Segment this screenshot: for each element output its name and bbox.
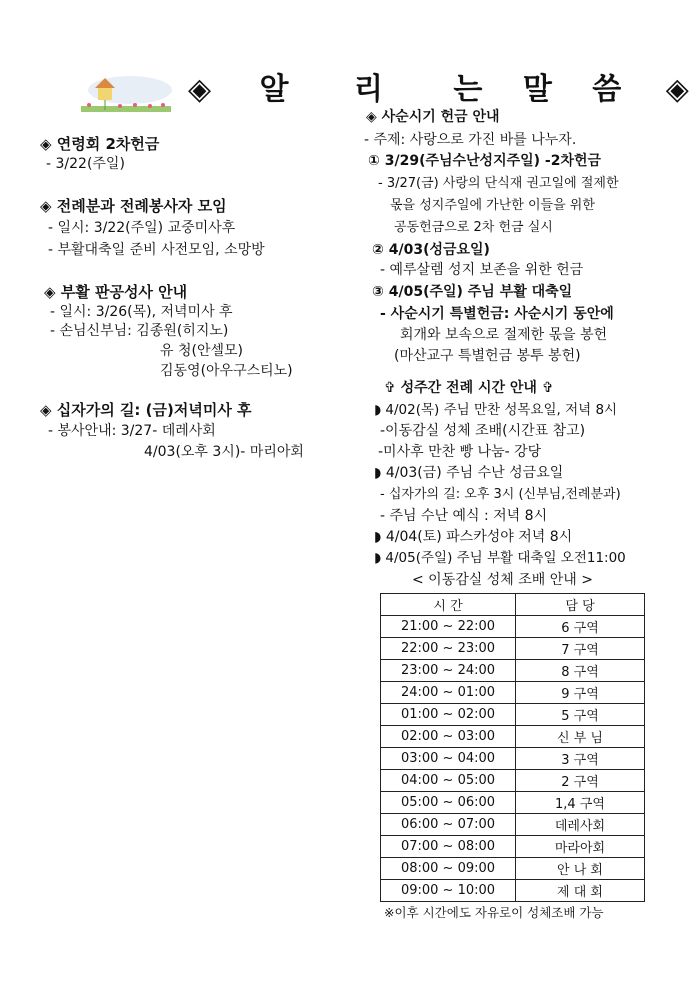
- week-line: ◗ 4/04(토) 파스카성야 저녁 8시: [374, 529, 573, 545]
- assignee-cell: 2 구역: [516, 770, 645, 792]
- time-cell: 01:00 ~ 02:00: [381, 704, 516, 726]
- week-line: - 주님 수난 예식 : 저녁 8시: [380, 508, 548, 524]
- section-line: - 부활대축일 준비 사전모임, 소망방: [48, 242, 265, 258]
- flower-house-illustration: [75, 68, 175, 120]
- table-row: [381, 858, 645, 880]
- table-row: [381, 682, 645, 704]
- title-char: 리: [353, 72, 383, 107]
- offering-line: 몫을 성지주일에 가난한 이들을 위한: [390, 198, 595, 213]
- assignee-cell: 5 구역: [516, 704, 645, 726]
- adoration-schedule-table: [380, 593, 645, 902]
- week-line: -이동감실 성체 조배(시간표 참고): [380, 423, 586, 439]
- table-row: [381, 836, 645, 858]
- section-line: - 일시: 3/22(주일) 교중미사후: [48, 220, 236, 236]
- assignee-cell: 3 구역: [516, 748, 645, 770]
- table-row: [381, 770, 645, 792]
- table-caption: < 이동감실 성체 조배 안내 >: [412, 572, 593, 588]
- table-row: [381, 726, 645, 748]
- assignee-cell: 제 대 회: [516, 880, 645, 902]
- section-line: 김동영(아우구스티노): [160, 363, 293, 379]
- title-char: 알: [259, 72, 289, 107]
- time-cell: 09:00 ~ 10:00: [381, 880, 516, 902]
- diamond-icon: ◈: [665, 72, 689, 107]
- section-line: - 봉사안내: 3/27- 데레사회: [48, 423, 216, 439]
- time-cell: 08:00 ~ 09:00: [381, 858, 516, 880]
- section-line: 유 청(안셀모): [160, 343, 243, 359]
- offering-line: 회개와 보속으로 절제한 몫을 봉헌: [400, 327, 608, 343]
- assignee-cell: 신 부 님: [516, 726, 645, 748]
- table-header-row: [381, 594, 645, 616]
- section-line: - 손님신부님: 김종원(히지노): [50, 323, 229, 339]
- table-row: [381, 792, 645, 814]
- section-heading: ◈ 연령회 2차헌금: [40, 135, 160, 153]
- assignee-cell: 마라아회: [516, 836, 645, 858]
- header-assignee: 담 당: [516, 594, 645, 616]
- diamond-icon: ◈: [188, 72, 212, 107]
- week-heading: ✞ 성주간 전례 시간 안내 ✞: [384, 380, 554, 396]
- offering-line: - 예루살렘 성지 보존을 위한 헌금: [380, 262, 584, 278]
- title-char: 씀: [592, 72, 622, 107]
- week-line: - 십자가의 길: 오후 3시 (신부님,전례분과): [380, 487, 621, 502]
- section-line: - 3/22(주일): [46, 156, 125, 172]
- time-cell: 04:00 ~ 05:00: [381, 770, 516, 792]
- section-heading: ◈ 전례분과 전례봉사자 모임: [40, 197, 227, 215]
- assignee-cell: 6 구역: [516, 616, 645, 638]
- table-row: [381, 638, 645, 660]
- table-row: [381, 704, 645, 726]
- section-heading: ◈ 부활 판공성사 안내: [44, 283, 188, 301]
- week-line: ◗ 4/05(주일) 주님 부활 대축일 오전11:00: [374, 550, 626, 566]
- time-cell: 05:00 ~ 06:00: [381, 792, 516, 814]
- table-row: [381, 748, 645, 770]
- time-cell: 21:00 ~ 22:00: [381, 616, 516, 638]
- offering-line: - 주제: 사랑으로 가진 바를 나누자.: [364, 132, 577, 148]
- time-cell: 22:00 ~ 23:00: [381, 638, 516, 660]
- time-cell: 03:00 ~ 04:00: [381, 748, 516, 770]
- offering-line: ① 3/29(주님수난성지주일) -2차헌금: [368, 153, 602, 169]
- assignee-cell: 1,4 구역: [516, 792, 645, 814]
- assignee-cell: 8 구역: [516, 660, 645, 682]
- time-cell: 06:00 ~ 07:00: [381, 814, 516, 836]
- page-title: [188, 64, 689, 108]
- assignee-cell: 9 구역: [516, 682, 645, 704]
- section-heading: ◈ 십자가의 길: (금)저녁미사 후: [40, 401, 252, 419]
- offering-line: - 사순시기 특별헌금: 사순시기 동안에: [380, 306, 614, 322]
- time-cell: 07:00 ~ 08:00: [381, 836, 516, 858]
- offering-line: 공동헌금으로 2차 헌금 실시: [394, 220, 553, 235]
- assignee-cell: 7 구역: [516, 638, 645, 660]
- footnote: ※이후 시간에도 자유로이 성체조배 가능: [384, 905, 604, 920]
- section-line: 4/03(오후 3시)- 마리아회: [144, 444, 304, 460]
- offering-line: - 3/27(금) 사랑의 단식재 권고일에 절제한: [378, 176, 619, 191]
- title-char: 말: [522, 72, 552, 107]
- table-row: [381, 660, 645, 682]
- table-row: [381, 814, 645, 836]
- time-cell: 24:00 ~ 01:00: [381, 682, 516, 704]
- section-line: - 일시: 3/26(목), 저녁미사 후: [50, 304, 233, 320]
- title-char: 는: [453, 72, 483, 107]
- week-line: -미사후 만찬 빵 나눔- 강당: [378, 444, 542, 460]
- week-line: ◗ 4/02(목) 주님 만찬 성목요일, 저녁 8시: [374, 402, 618, 418]
- time-cell: 23:00 ~ 24:00: [381, 660, 516, 682]
- table-row: [381, 880, 645, 902]
- table-row: [381, 616, 645, 638]
- offering-heading: ◈ 사순시기 헌금 안내: [366, 109, 500, 125]
- time-cell: 02:00 ~ 03:00: [381, 726, 516, 748]
- assignee-cell: 안 나 회: [516, 858, 645, 880]
- header-time: 시 간: [381, 594, 516, 616]
- week-line: ◗ 4/03(금) 주님 수난 성금요일: [374, 465, 564, 481]
- offering-line: (마산교구 특별헌금 봉투 봉헌): [394, 348, 581, 364]
- assignee-cell: 데레사회: [516, 814, 645, 836]
- offering-line: ② 4/03(성금요일): [372, 242, 490, 258]
- offering-line: ③ 4/05(주일) 주님 부활 대축일: [372, 284, 573, 300]
